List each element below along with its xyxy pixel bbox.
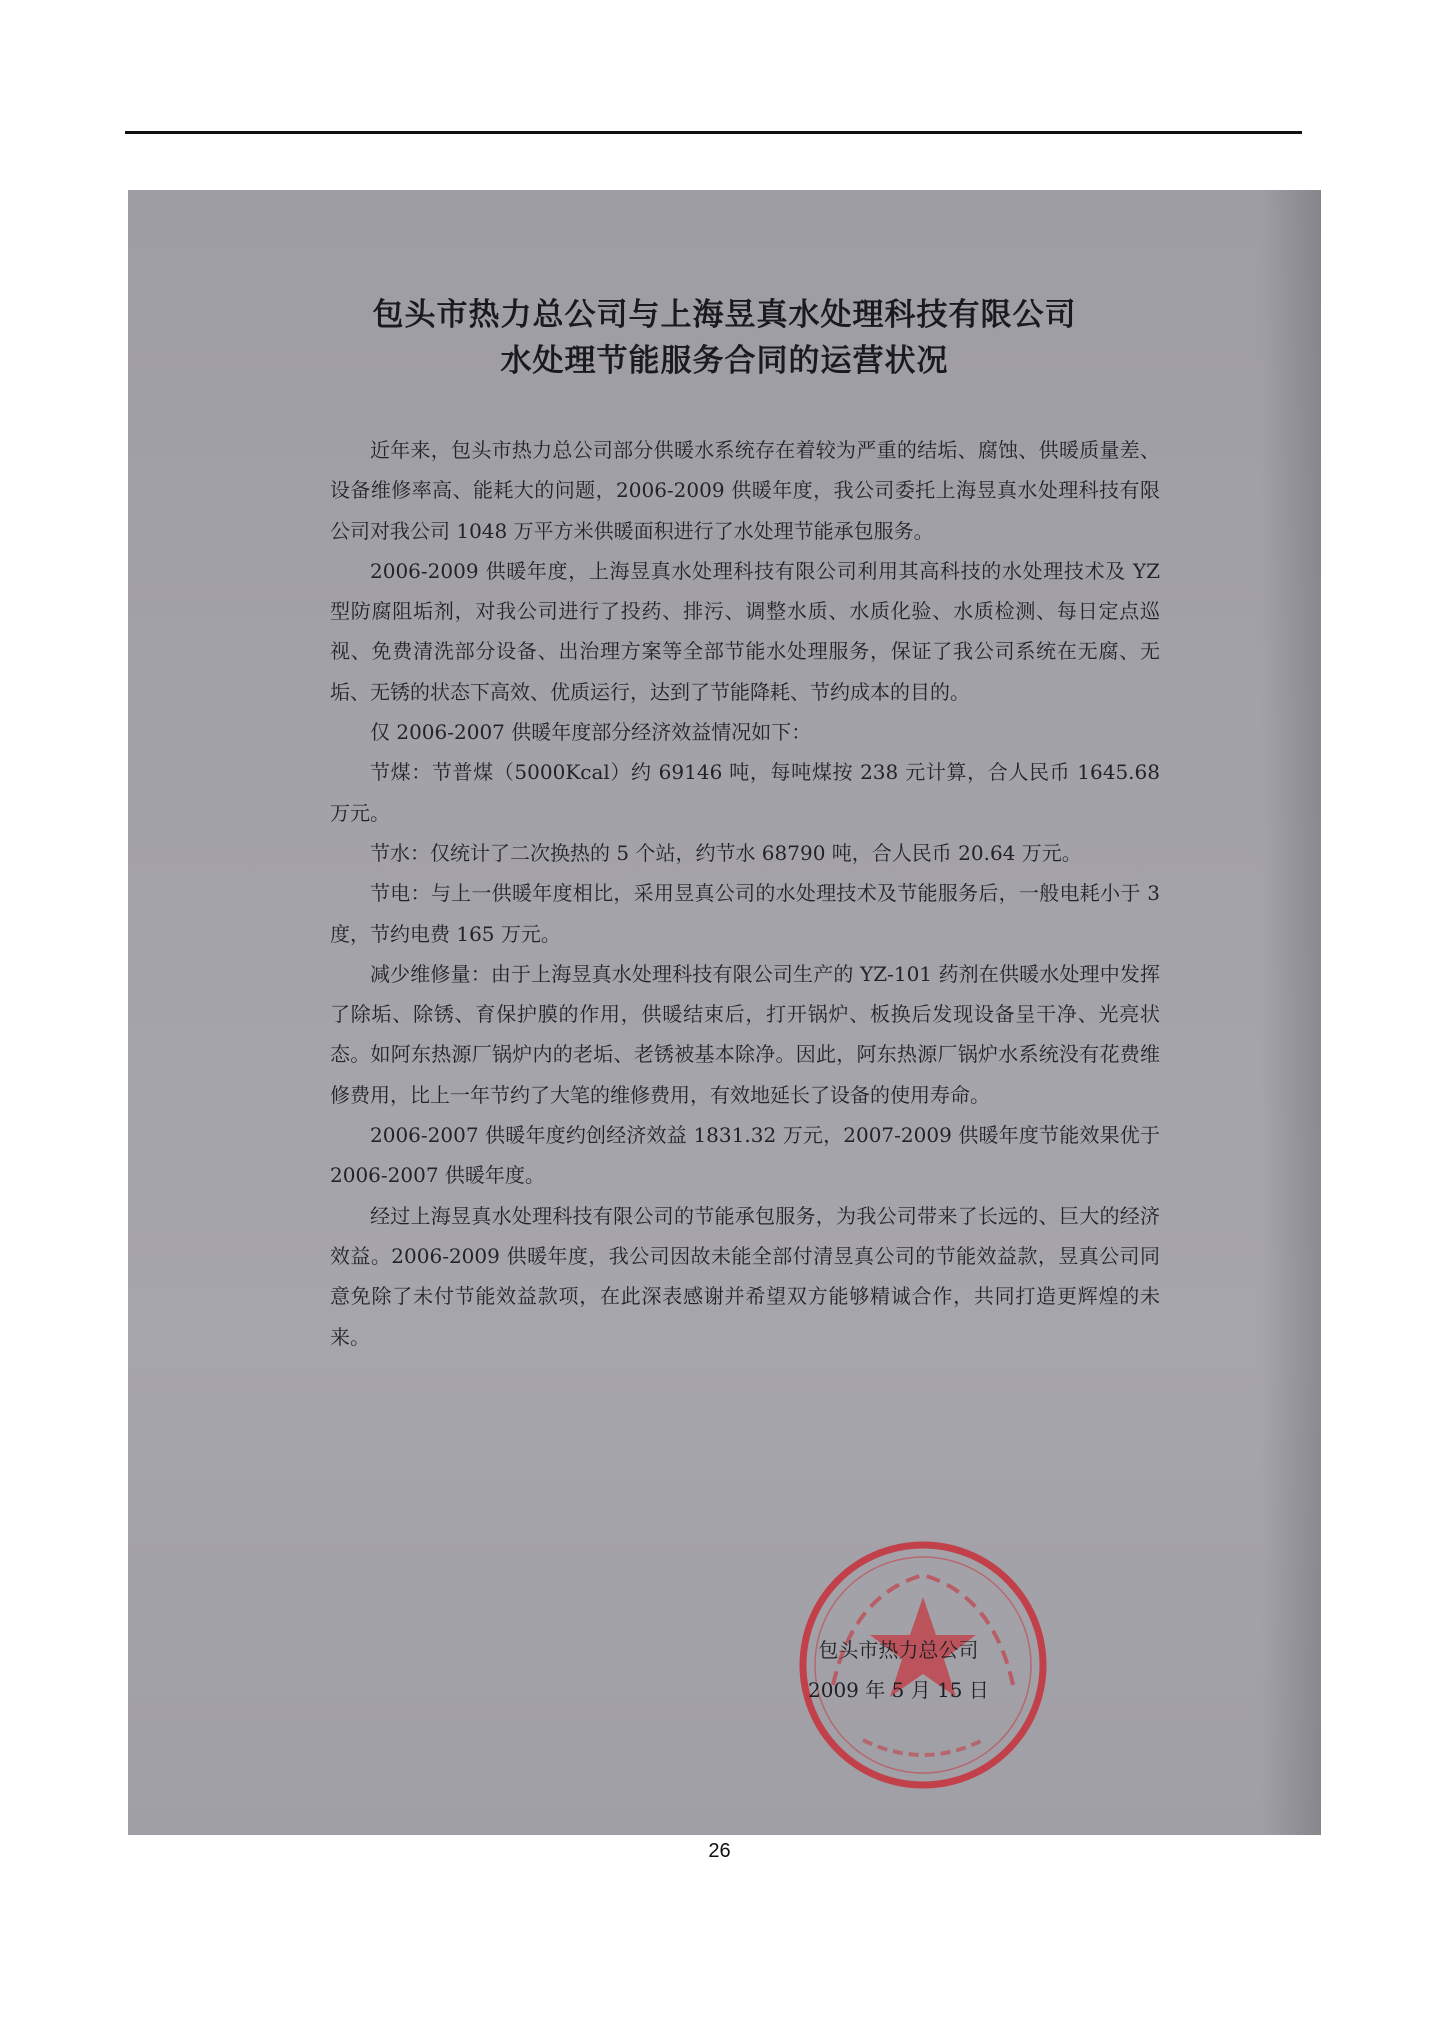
- paragraph: 2006-2007 供暖年度约创经济效益 1831.32 万元，2007-2009 供暖年度节能效果优于 2006-2007 供暖年度。: [330, 1123, 1160, 1188]
- paragraph: 节电：与上一供暖年度相比，采用昱真公司的水处理技术及节能服务后，一般电耗小于 3 度，节约电费 165 万元。: [330, 881, 1160, 946]
- document-photo: [128, 190, 1321, 1835]
- page-number: 26: [708, 1840, 731, 1862]
- paragraph: 经过上海昱真水处理科技有限公司的节能承包服务，为我公司带来了长远的、巨大的经济效益。2006-2009 供暖年度，我公司因故未能全部付清昱真公司的节能效益款，昱真公司同意免除了未付节能效益款项，在此深表感谢并希望双方能够精诚合作，共同打造更辉煌的未来。: [330, 1203, 1160, 1349]
- paragraph: 近年来，包头市热力总公司部分供暖水系统存在着较为严重的结垢、腐蚀、供暖质量差、设备维修率高、能耗大的问题，2006-2009 供暖年度，我公司委托上海昱真水处理科技有限公司对我公司 1048 万平方米供暖面积进行了水处理节能承包服务。: [330, 438, 1160, 543]
- document-title-line-1: 包头市热力总公司与上海昱真水处理科技有限公司: [372, 297, 1077, 333]
- signatory: 包头市热力总公司: [818, 1638, 979, 1662]
- signature-block: [808, 1630, 989, 1710]
- paragraph: 节水：仅统计了二次换热的 5 个站，约节水 68790 吨，合人民币 20.64 万元。: [370, 840, 1082, 865]
- document-body: [330, 430, 1160, 1357]
- paragraph: 节煤：节普煤（5000Kcal）约 69146 吨，每吨煤按 238 元计算，合人民币 1645.68 万元。: [330, 760, 1160, 825]
- paragraph: 减少维修量：由于上海昱真水处理科技有限公司生产的 YZ-101 药剂在供暖水处理中发挥了除垢、除锈、育保护膜的作用，供暖结束后，打开锅炉、板换后发现设备呈干净、光亮状态。如阿东热源厂锅炉内的老垢、老锈被基本除净。因此，阿东热源厂锅炉水系统没有花费维修费用，比上一年节约了大笔的维修费用，有效地延长了设备的使用寿命。: [330, 961, 1160, 1107]
- paragraph: 2006-2009 供暖年度，上海昱真水处理科技有限公司利用其高科技的水处理技术及 YZ 型防腐阻垢剂，对我公司进行了投药、排污、调整水质、水质化验、水质检测、每日定点巡视、免费清洗部分设备、出治理方案等全部节能水处理服务，保证了我公司系统在无腐、无垢、无锈的状态下高效、优质运行，达到了节能降耗、节约成本的目的。: [330, 558, 1160, 704]
- paragraph: 仅 2006-2007 供暖年度部分经济效益情况如下：: [370, 720, 812, 745]
- header-rule: [125, 131, 1302, 134]
- signature-date: 2009 年 5 月 15 日: [808, 1678, 989, 1702]
- document-title-line-2: 水处理节能服务合同的运营状况: [500, 343, 949, 379]
